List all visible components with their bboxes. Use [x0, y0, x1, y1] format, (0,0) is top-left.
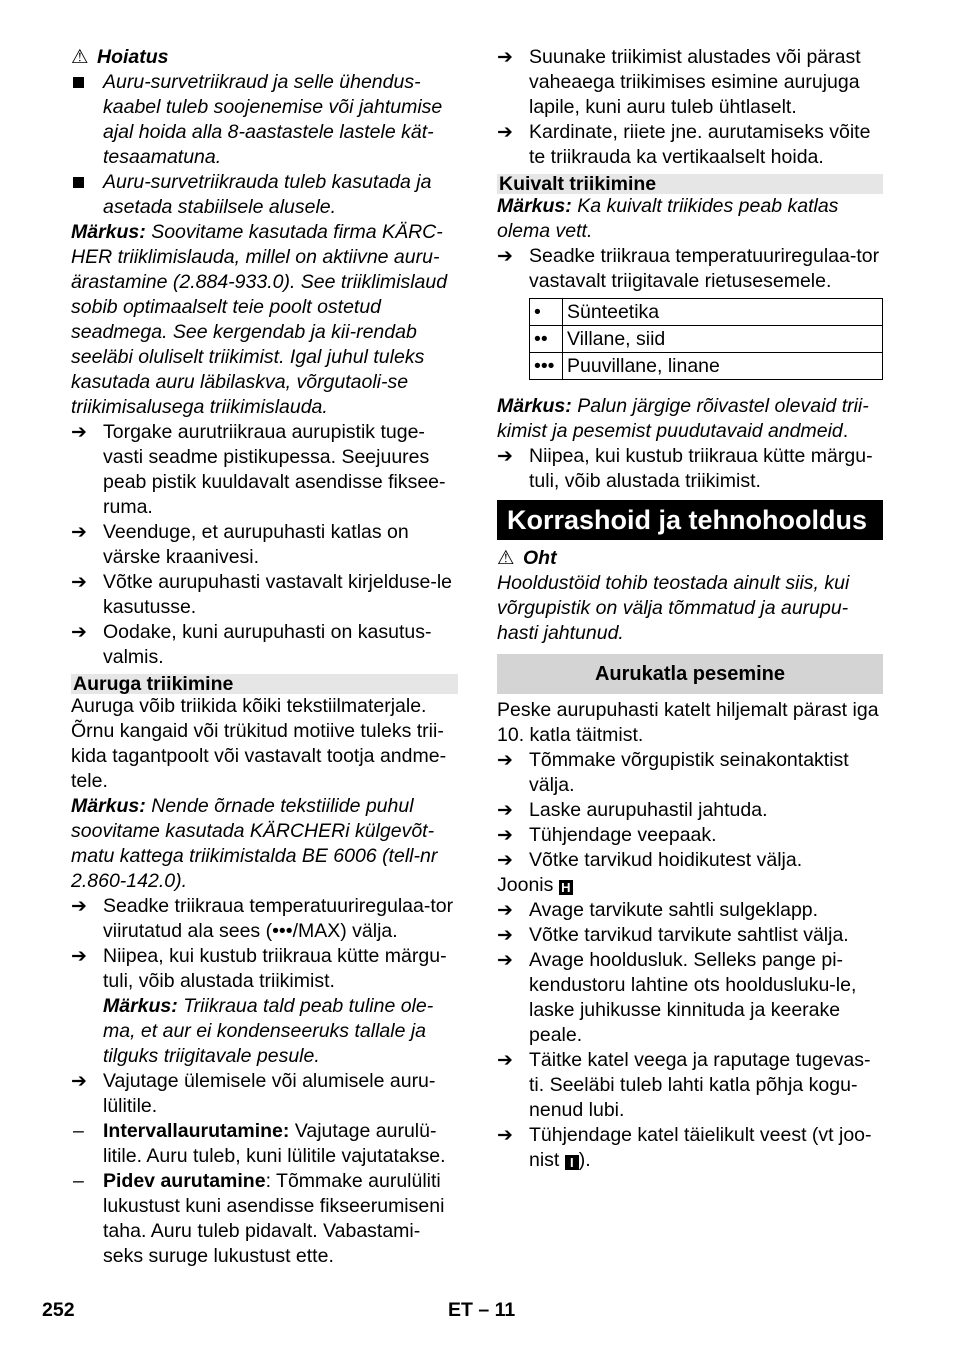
- arrow-right-icon: ➔: [497, 47, 513, 68]
- note-paragraph: Märkus: Nende õrnade tekstiilide puhul soovitame kasutada KÄRCHERi külgevõt-matu kattega triikimistalda BE 6006 (tell-nr 2.860-142.0).: [71, 795, 438, 892]
- table-row: •• Villane, siid: [530, 326, 883, 353]
- arrow-right-icon: ➔: [497, 246, 513, 267]
- list-item: ➔ Avage tarvikute sahtli sulgeklapp.: [497, 899, 819, 921]
- list-item: ➔ Seadke triikraua temperatuuriregulaa-tor vastavalt triigitavale rietusesemele.: [497, 245, 880, 292]
- dash-bullet-icon: –: [73, 1120, 84, 1142]
- list-item: ➔ Tühjendage katel täielikult veest (vt joo-nist I ).: [497, 1124, 872, 1171]
- table-row: ••• Puuvillane, linane: [530, 353, 883, 380]
- left-column: [71, 45, 458, 1269]
- list-item: Auru-survetriikrauda tuleb kasutada ja asetada stabiilsele alusele.: [71, 170, 458, 220]
- list-item: ➔ Niipea, kui kustub triikraua kütte märgu-tuli, võib alustada triikimist.: [497, 445, 873, 492]
- arrow-right-icon: ➔: [497, 1050, 513, 1071]
- list-item: ➔ Avage hooldusluk. Selleks pange pi-kendustoru lahtine ots hooldusluku-le, laske juhikusse kinnituda ja keerake peale.: [497, 949, 857, 1046]
- arrow-right-icon: ➔: [71, 896, 87, 917]
- wash-intro: Peske aurupuhasti katelt hiljemalt pärast iga 10. katla täitmist.: [497, 699, 879, 746]
- list-item: ➔ Oodake, kuni aurupuhasti on kasutus-valmis.: [71, 621, 432, 668]
- table-row: • Sünteetika: [530, 299, 883, 326]
- list-item: ➔ Võtke tarvikud hoidikutest välja.: [497, 849, 803, 871]
- warning-heading: ⚠ Hoiatus: [71, 46, 169, 68]
- danger-heading: ⚠ Oht: [497, 547, 557, 569]
- list-item: ➔ Suunake triikimist alustades või pärast vaheaega triikimises esimine aurujuga lapile, kuni auru tuleb ühtlaselt.: [497, 46, 861, 118]
- figure-reference: Joonis H: [497, 873, 883, 898]
- list-item: ➔ Kardinate, riiete jne. aurutamiseks võite te triikrauda ka vertikaalselt hoida.: [497, 121, 871, 168]
- arrow-right-icon: ➔: [71, 1071, 87, 1092]
- language-page-label: ET – 11: [448, 1299, 516, 1321]
- subheading-dry-ironing: Kuivalt triikimine: [497, 174, 883, 194]
- subheading-steam-ironing: Auruga triikimine: [71, 674, 458, 694]
- dash-bullet-icon: –: [73, 1170, 84, 1192]
- section-heading-maintenance: Korrashoid ja tehnohooldus: [497, 500, 883, 540]
- arrow-right-icon: ➔: [497, 122, 513, 143]
- note-paragraph: Märkus: Triikraua tald peab tuline ole-ma, et aur ei kondenseeruks tallale ja tilguks triigitavale pesule.: [103, 995, 434, 1067]
- arrow-right-icon: ➔: [71, 422, 87, 443]
- page-number: 252: [42, 1299, 75, 1321]
- arrow-right-icon: ➔: [497, 750, 513, 771]
- list-item: – Intervallaurutamine: Vajutage aurulü-litile. Auru tuleb, kuni lülitile vajutatakse.: [73, 1120, 446, 1167]
- list-item: ➔ Vajutage ülemisele või alumisele auru-lülitile.: [71, 1070, 436, 1117]
- arrow-right-icon: ➔: [71, 572, 87, 593]
- figure-i-label: I: [565, 1155, 579, 1170]
- bullet-square-icon: [73, 177, 84, 188]
- note-paragraph: Märkus: Ka kuivalt triikides peab katlas olema vett.: [497, 195, 839, 242]
- arrow-right-icon: ➔: [497, 950, 513, 971]
- arrow-right-icon: ➔: [497, 825, 513, 846]
- temperature-table: [529, 298, 883, 380]
- arrow-right-icon: ➔: [71, 622, 87, 643]
- list-item: ➔ Veenduge, et aurupuhasti katlas on värske kraanivesi.: [71, 521, 409, 568]
- list-item: ➔ Niipea, kui kustub triikraua kütte märgu-tuli, võib alustada triikimist. Märkus: Triikraua tald peab tuline ole-ma, et aur ei kondenseeruks tallale ja tilguks triigitavale pesule.: [71, 945, 447, 1067]
- figure-h-label: H: [559, 880, 573, 895]
- warning-icon: ⚠: [71, 46, 89, 68]
- list-item: ➔ Laske aurupuhastil jahtuda.: [497, 799, 768, 821]
- list-item: ➔ Seadke triikraua temperatuuriregulaa-tor viirutatud ala sees (•••/MAX) välja.: [71, 895, 454, 942]
- arrow-right-icon: ➔: [71, 522, 87, 543]
- arrow-right-icon: ➔: [497, 900, 513, 921]
- warning-icon: ⚠: [497, 547, 515, 569]
- right-column: [497, 45, 883, 1173]
- list-item: ➔ Tühjendage veepaak.: [497, 824, 717, 846]
- arrow-right-icon: ➔: [497, 1125, 513, 1146]
- arrow-right-icon: ➔: [497, 850, 513, 871]
- list-item: ➔ Võtke tarvikud tarvikute sahtlist välja.: [497, 924, 849, 946]
- note-paragraph: Märkus: Soovitame kasutada firma KÄRC-HER triiklimislauda, millel on aktiivne auru-ärastamine (2.884-933.0). See triiklimislaud sobib optimaalselt teie poolt ostetud seadmega. See kergendab ja kii-rendab seeläbi oluliselt triikimist. Igal juhul tuleks kasutada auru läbilaskva, võrgutaoli-se triikimisalusega triikimislauda.: [71, 221, 448, 418]
- section-heading-boiler-cleaning: Aurukatla pesemine: [497, 654, 883, 694]
- list-item: Auru-survetriikraud ja selle ühendus-kaabel tuleb soojenemise või jahtumise ajal hoida alla 8-aastastele lastele kät-tesaamatuna.: [71, 70, 458, 170]
- note-paragraph: Märkus: Palun järgige rõivastel olevaid trii-kimist ja pesemist puudutavaid andmeid.: [497, 395, 869, 442]
- arrow-right-icon: ➔: [497, 800, 513, 821]
- steam-paragraph: Auruga võib triikida kõiki tekstiilmaterjale. Õrnu kangaid või trükitud motiive tuleks trii-kida tagantpoolt või vastavalt tootja andme-tele.: [71, 695, 447, 792]
- list-item: – Pidev aurutamine: Tõmmake aurulüliti lukustust kuni asendisse fikseerumiseni taha. Auru tuleb pidavalt. Vabastami-seks suruge lukustust ette.: [73, 1170, 445, 1267]
- arrow-right-icon: ➔: [497, 925, 513, 946]
- bullet-square-icon: [73, 77, 84, 88]
- arrow-right-icon: ➔: [71, 946, 87, 967]
- list-item: ➔ Võtke aurupuhasti vastavalt kirjelduse-le kasutusse.: [71, 571, 453, 618]
- list-item: ➔ Torgake aurutriikraua aurupistik tuge-vasti seadme pistikupessa. Seejuures peab pistik kuuldavalt asendisse fiksee-ruma.: [71, 421, 446, 518]
- list-item: ➔ Tõmmake võrgupistik seinakontaktist välja.: [497, 749, 849, 796]
- list-item: ➔ Täitke katel veega ja raputage tugevas-ti. Seeläbi tuleb lahti katla põhja kogu-nenud lubi.: [497, 1049, 871, 1121]
- danger-paragraph: Hooldustöid tohib teostada ainult siis, kui võrgupistik on välja tõmmatud ja aurupu-hasti jahtunud.: [497, 572, 850, 644]
- arrow-right-icon: ➔: [497, 446, 513, 467]
